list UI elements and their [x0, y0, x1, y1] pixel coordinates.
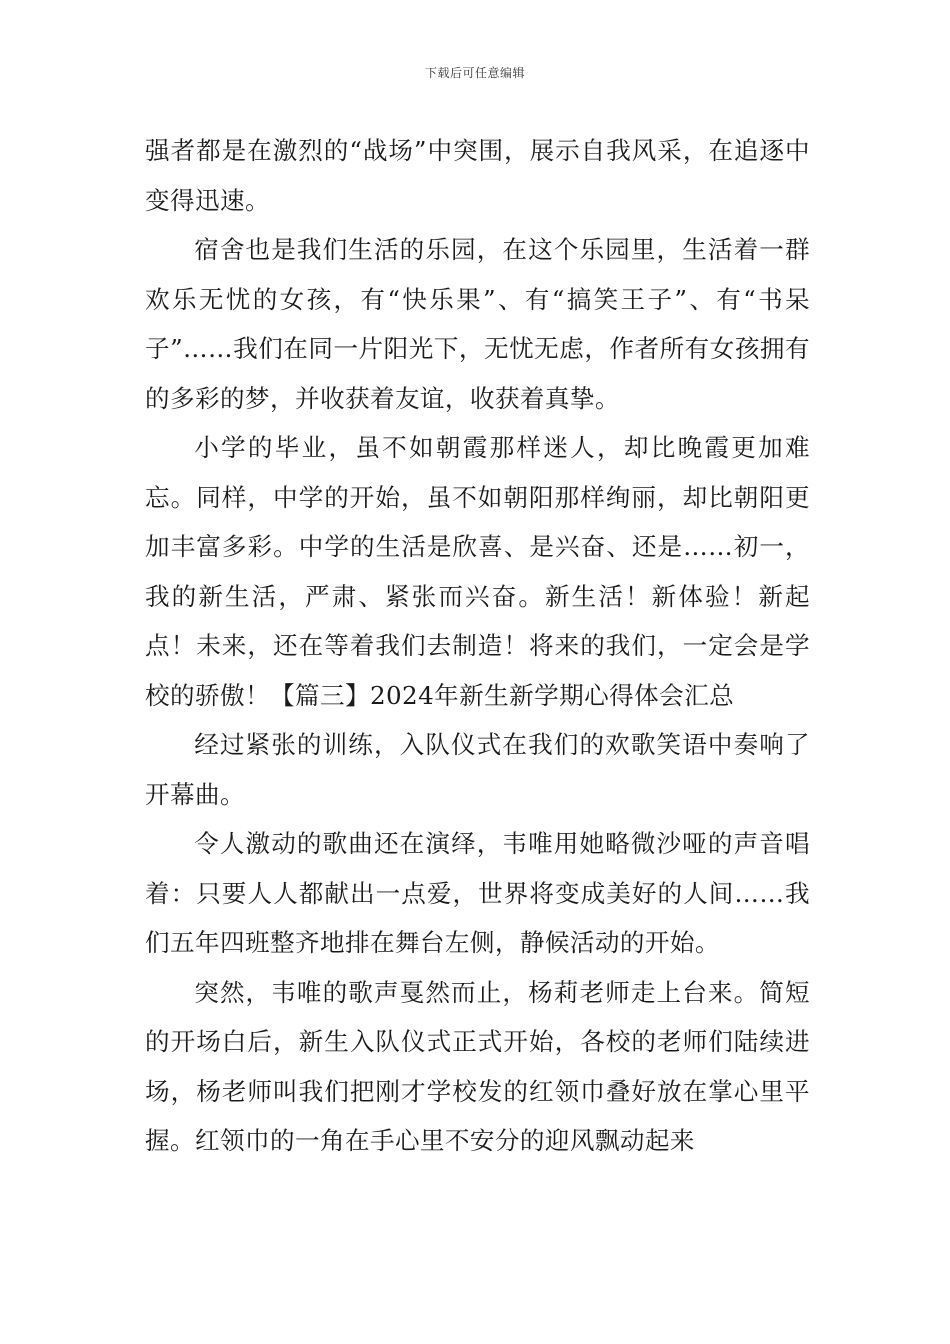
- paragraph-5: 令人激动的歌曲还在演绎，韦唯用她略微沙哑的声音唱着：只要人人都献出一点爱，世界将变成美好的人间……我们五年四班整齐地排在舞台左侧，静候活动的开始。: [145, 829, 810, 957]
- page-header-note: 下载后可任意编辑: [424, 66, 525, 80]
- document-body: [145, 126, 810, 1166]
- paragraph-2: 宿舍也是我们生活的乐园，在这个乐园里，生活着一群欢乐无忧的女孩，有“快乐果”、有“搞笑王子”、有“书呆子”……我们在同一片阳光下，无忧无虑，作者所有女孩拥有的多彩的梦，并收获着友谊，收获着真挚。: [145, 235, 810, 413]
- paragraph-3: 小学的毕业，虽不如朝霞那样迷人，却比晚霞更加难忘。同样，中学的开始，虽不如朝阳那样绚丽，却比朝阳更加丰富多彩。中学的生活是欣喜、是兴奋、还是……初一，我的新生活，严肃、紧张而兴奋。新生活！新体验！新起点！未来，还在等着我们去制造！将来的我们，一定会是学校的骄傲！【篇三】2024年新生新学期心得体会汇总: [145, 433, 810, 710]
- paragraph-4: 经过紧张的训练，入队仪式在我们的欢歌笑语中奏响了开幕曲。: [145, 730, 810, 809]
- paragraph-6: 突然，韦唯的歌声戛然而止，杨莉老师走上台来。简短的开场白后，新生入队仪式正式开始，各校的老师们陆续进场，杨老师叫我们把刚才学校发的红领巾叠好放在掌心里平握。红领巾的一角在手心里不安分的迎风飘动起来: [145, 977, 810, 1155]
- paragraph-1: 强者都是在激烈的“战场”中突围，展示自我风采，在追逐中变得迅速。: [145, 136, 810, 215]
